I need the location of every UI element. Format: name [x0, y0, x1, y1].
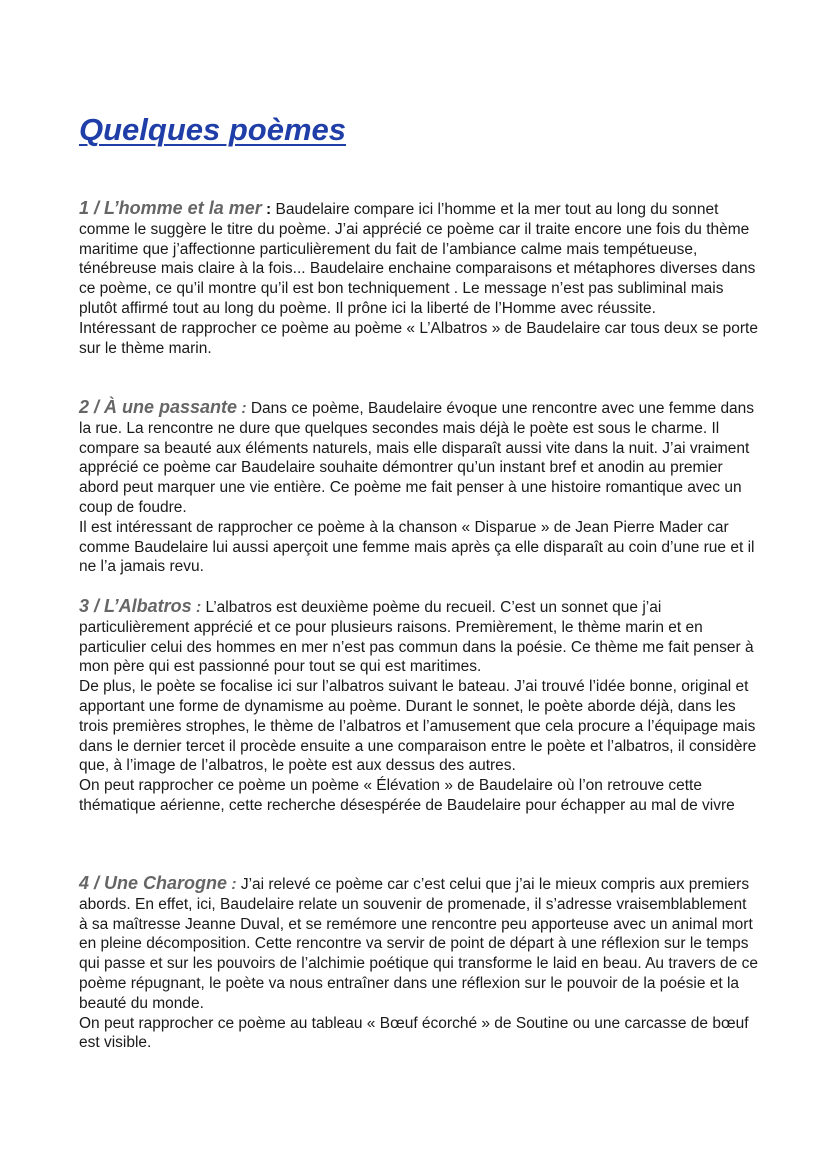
section-body: J’ai relevé ce poème car c’est celui que j’ai le mieux compris aux premiers abords. En effet, ici, Baudelaire relate un souvenir de promenade, il s’adresse vraisemblablement à sa maîtresse Jeanne Duval, et se remémore une rencontre peu apporteuse avec un animal mort en pleine décomposition. Cette rencontre va servir de point de départ à une réflexion sur le temps qui passe et sur les pouvoirs de l’alchimie poétique qui transforme le laid en beau. Au travers de ce poème répugnant, le poète va nous entraîner dans une réflexion sur le pouvoir de la poésie et la beauté du monde. [79, 876, 758, 1012]
poem-section-3 [79, 597, 759, 816]
section-heading: 3 / L’Albatros [79, 596, 192, 616]
section-comparison: On peut rapprocher ce poème au tableau « Bœuf écorché » de Soutine ou une carcasse de bœuf est visible. [79, 1014, 749, 1052]
section-body: Dans ce poème, Baudelaire évoque une rencontre avec une femme dans la rue. La rencontre ne dure que quelques secondes mais déjà le poète est sous le charme. Il compare sa beauté aux éléments naturels, mais elle disparaît aussi vite dans la nuit. J’ai vraiment apprécié ce poème car Baudelaire souhaite démontrer qu’un instant bref et anodin au premier abord peut marquer une vie entière. Ce poème me fait penser à une histoire romantique avec un coup de foudre. [79, 400, 755, 516]
poem-section-1 [79, 199, 759, 358]
poem-section-2 [79, 398, 759, 577]
section-heading: 1 / L’homme et la mer [79, 198, 262, 218]
section-paragraph [79, 199, 759, 319]
section-comparison: Intéressant de rapprocher ce poème au poème « L’Albatros » de Baudelaire car tous deux se porte sur le thème marin. [79, 319, 758, 357]
section-paragraph [79, 597, 759, 677]
poem-section-4 [79, 874, 759, 1053]
heading-colon: : [191, 599, 206, 616]
section-comparison: On peut rapprocher ce poème un poème « Élévation » de Baudelaire où l’on retrouve cette thématique aérienne, cette recherche désespérée de Baudelaire pour échapper au mal de vivre [79, 777, 735, 814]
section-paragraph [79, 874, 759, 1014]
heading-colon: : [237, 400, 251, 417]
section-paragraph [79, 398, 759, 518]
section-comparison: Il est intéressant de rapprocher ce poème à la chanson « Disparue » de Jean Pierre Mader car comme Baudelaire lui aussi aperçoit une femme mais après ça elle disparaît au coin d’une rue et il ne l’a jamais revu. [79, 518, 755, 576]
section-body: Baudelaire compare ici l’homme et la mer tout au long du sonnet comme le suggère le titre du poème. J’ai apprécié ce poème car il traite encore une fois du thème maritime que j’affectionne particulièrement du fait de l’ambiance calme mais tempétueuse, ténébreuse mais claire à la fois... Baudelaire enchaine comparaisons et métaphores diverses dans ce poème, ce qu’il montre qu’il est bon techniquement . Le message n’est pas subliminal mais plutôt affirmé tout au long du poème. Il prône ici la liberté de l’Homme avec réussite. [79, 201, 756, 317]
section-body: L’albatros est deuxième poème du recueil. C’est un sonnet que j’ai particulièrement apprécié et ce pour plusieurs raisons. Premièrement, le thème marin et en particulier celui des hommes en mer n’est pas commun dans la poésie. Ce thème me fait penser à mon père qui est passionné pour tout se qui est maritimes. [79, 599, 754, 676]
section-heading: 2 / À une passante [79, 397, 238, 417]
section-analysis: De plus, le poète se focalise ici sur l’albatros suivant le bateau. J’ai trouvé l’idée bonne, original et apportant une forme de dynamisme au poème. Durant le sonnet, le poète aborde déjà, dans les trois premières strophes, le thème de l’albatros et l’amusement que cela procure a l’équipage mais dans le dernier tercet il procède ensuite a une comparaison entre le poète et l’albatros, il considère que, à l’image de l’albatros, le poète est aux dessus des autres. [79, 678, 757, 775]
heading-colon: : [227, 876, 241, 893]
page-title: Quelques poèmes [79, 112, 347, 147]
heading-colon: : [261, 201, 276, 218]
section-heading: 4 / Une Charogne [79, 873, 228, 893]
